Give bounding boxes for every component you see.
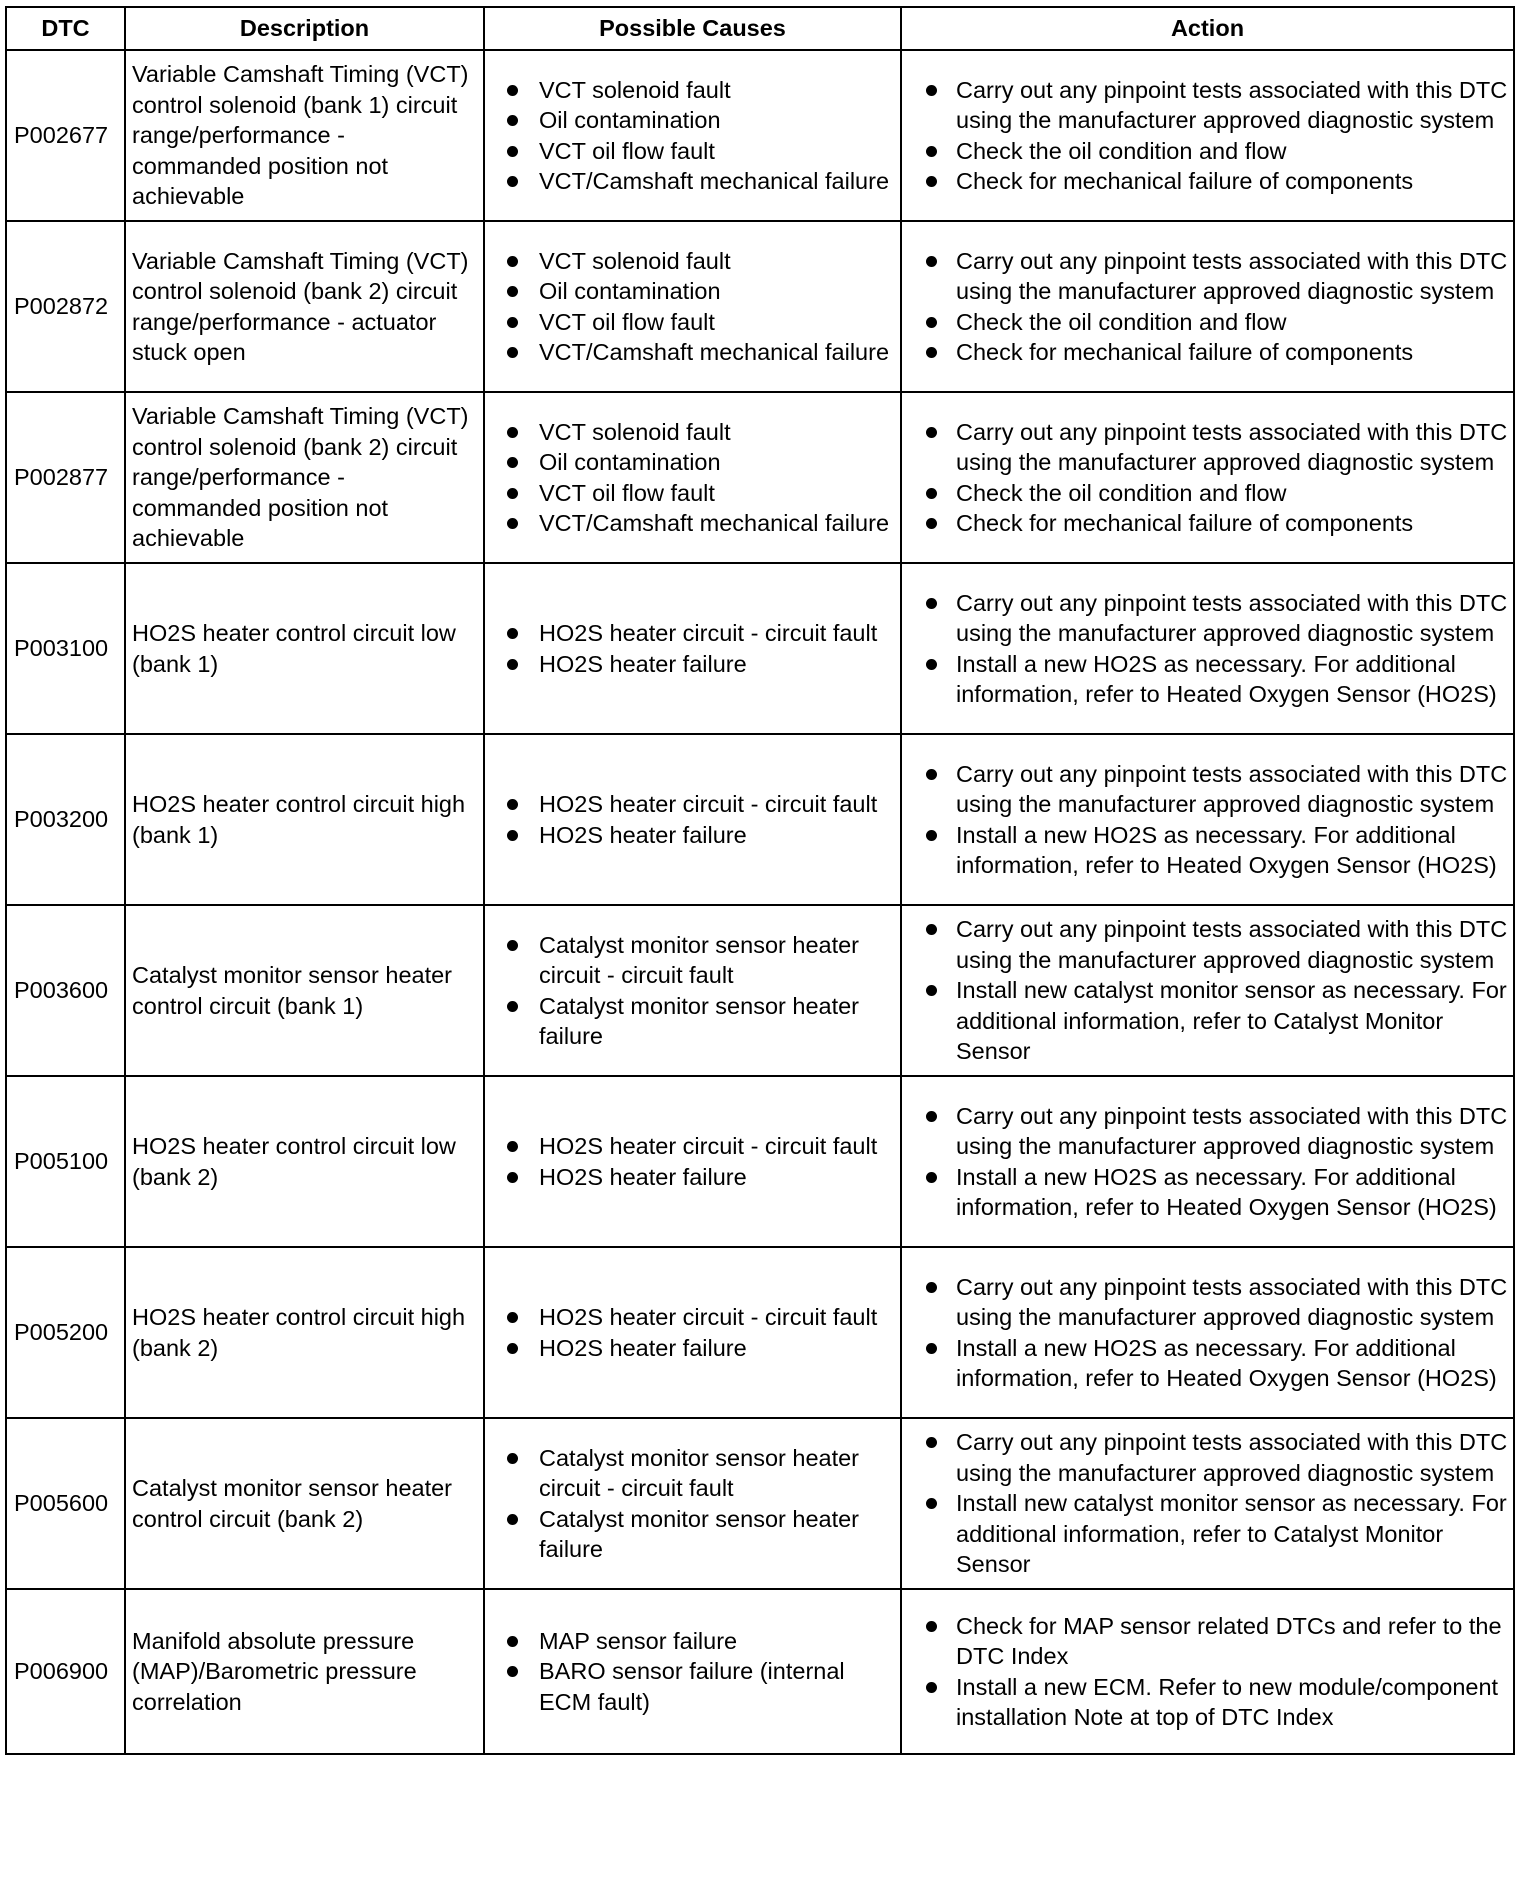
table-body (6, 50, 1514, 1754)
possible-cause-item: HO2S heater circuit - circuit fault (485, 1131, 896, 1162)
action-cell (901, 1076, 1514, 1247)
action-item: Carry out any pinpoint tests associated with this DTC using the manufacturer approved diagnostic system (902, 914, 1509, 975)
possible-cause-item: Oil contamination (485, 276, 896, 307)
table-row (6, 905, 1514, 1076)
action-item: Check for mechanical failure of components (902, 508, 1509, 539)
action-list (902, 246, 1509, 368)
header-dtc: DTC (6, 7, 125, 50)
description-cell: HO2S heater control circuit high (bank 1) (125, 734, 484, 905)
action-item: Carry out any pinpoint tests associated with this DTC using the manufacturer approved diagnostic system (902, 75, 1509, 136)
description-cell: Catalyst monitor sensor heater control circuit (bank 2) (125, 1418, 484, 1589)
action-item: Carry out any pinpoint tests associated with this DTC using the manufacturer approved diagnostic system (902, 1427, 1509, 1488)
dtc-code-cell: P006900 (6, 1589, 125, 1754)
action-item: Install new catalyst monitor sensor as necessary. For additional information, refer to Catalyst Monitor Sensor (902, 975, 1509, 1067)
dtc-code-cell: P002677 (6, 50, 125, 221)
possible-cause-item: MAP sensor failure (485, 1626, 896, 1657)
possible-cause-item: VCT/Camshaft mechanical failure (485, 166, 896, 197)
action-item: Carry out any pinpoint tests associated with this DTC using the manufacturer approved diagnostic system (902, 1272, 1509, 1333)
possible-causes-cell (484, 50, 901, 221)
action-list (902, 588, 1509, 710)
possible-cause-item: Oil contamination (485, 447, 896, 478)
action-item: Install new catalyst monitor sensor as necessary. For additional information, refer to Catalyst Monitor Sensor (902, 1488, 1509, 1580)
header-row (6, 7, 1514, 50)
possible-causes-list (485, 618, 896, 679)
possible-causes-cell (484, 905, 901, 1076)
description-cell: HO2S heater control circuit low (bank 2) (125, 1076, 484, 1247)
possible-cause-item: HO2S heater failure (485, 820, 896, 851)
possible-cause-item: VCT oil flow fault (485, 307, 896, 338)
possible-cause-item: HO2S heater failure (485, 1162, 896, 1193)
action-cell (901, 1589, 1514, 1754)
action-cell (901, 221, 1514, 392)
dtc-code-cell: P002872 (6, 221, 125, 392)
dtc-code-cell: P005600 (6, 1418, 125, 1589)
possible-causes-cell (484, 1589, 901, 1754)
table-row (6, 1589, 1514, 1754)
description-cell: HO2S heater control circuit high (bank 2) (125, 1247, 484, 1418)
action-item: Check the oil condition and flow (902, 136, 1509, 167)
action-item: Carry out any pinpoint tests associated with this DTC using the manufacturer approved diagnostic system (902, 588, 1509, 649)
action-item: Carry out any pinpoint tests associated with this DTC using the manufacturer approved diagnostic system (902, 246, 1509, 307)
possible-causes-cell (484, 1418, 901, 1589)
table-header (6, 7, 1514, 50)
action-cell (901, 392, 1514, 563)
possible-causes-cell (484, 1076, 901, 1247)
description-cell: Variable Camshaft Timing (VCT) control solenoid (bank 2) circuit range/performance - actuator stuck open (125, 221, 484, 392)
table-row (6, 1076, 1514, 1247)
dtc-table (5, 6, 1515, 1755)
action-cell (901, 905, 1514, 1076)
possible-cause-item: VCT oil flow fault (485, 478, 896, 509)
possible-cause-item: VCT/Camshaft mechanical failure (485, 337, 896, 368)
action-list (902, 1272, 1509, 1394)
action-item: Install a new HO2S as necessary. For additional information, refer to Heated Oxygen Sensor (HO2S) (902, 820, 1509, 881)
possible-cause-item: VCT solenoid fault (485, 75, 896, 106)
action-item: Check the oil condition and flow (902, 307, 1509, 338)
action-list (902, 1101, 1509, 1223)
possible-cause-item: VCT solenoid fault (485, 246, 896, 277)
possible-causes-list (485, 1443, 896, 1565)
description-cell: Manifold absolute pressure (MAP)/Barometric pressure correlation (125, 1589, 484, 1754)
possible-cause-item: Catalyst monitor sensor heater circuit - circuit fault (485, 1443, 896, 1504)
action-item: Check for mechanical failure of components (902, 166, 1509, 197)
header-possible-causes: Possible Causes (484, 7, 901, 50)
possible-causes-list (485, 789, 896, 850)
possible-cause-item: Catalyst monitor sensor heater circuit - circuit fault (485, 930, 896, 991)
possible-cause-item: HO2S heater failure (485, 649, 896, 680)
table-row (6, 50, 1514, 221)
description-cell: HO2S heater control circuit low (bank 1) (125, 563, 484, 734)
possible-causes-list (485, 417, 896, 539)
possible-cause-item: Catalyst monitor sensor heater failure (485, 991, 896, 1052)
dtc-code-cell: P003200 (6, 734, 125, 905)
possible-causes-cell (484, 563, 901, 734)
dtc-code-cell: P002877 (6, 392, 125, 563)
possible-cause-item: BARO sensor failure (internal ECM fault) (485, 1656, 896, 1717)
action-cell (901, 1247, 1514, 1418)
action-cell (901, 734, 1514, 905)
action-list (902, 75, 1509, 197)
action-item: Install a new HO2S as necessary. For additional information, refer to Heated Oxygen Sensor (HO2S) (902, 1162, 1509, 1223)
table-row (6, 1418, 1514, 1589)
action-list (902, 914, 1509, 1067)
possible-cause-item: VCT/Camshaft mechanical failure (485, 508, 896, 539)
possible-causes-list (485, 75, 896, 197)
header-description: Description (125, 7, 484, 50)
description-cell: Variable Camshaft Timing (VCT) control solenoid (bank 1) circuit range/performance - commanded position not achievable (125, 50, 484, 221)
dtc-code-cell: P003100 (6, 563, 125, 734)
possible-cause-item: VCT oil flow fault (485, 136, 896, 167)
table-row (6, 221, 1514, 392)
possible-causes-list (485, 1626, 896, 1718)
action-item: Check for MAP sensor related DTCs and refer to the DTC Index (902, 1611, 1509, 1672)
action-list (902, 1427, 1509, 1580)
description-cell: Catalyst monitor sensor heater control circuit (bank 1) (125, 905, 484, 1076)
table-row (6, 392, 1514, 563)
action-item: Check for mechanical failure of components (902, 337, 1509, 368)
action-list (902, 417, 1509, 539)
action-item: Carry out any pinpoint tests associated with this DTC using the manufacturer approved diagnostic system (902, 1101, 1509, 1162)
table-row (6, 734, 1514, 905)
possible-cause-item: VCT solenoid fault (485, 417, 896, 448)
table-row (6, 563, 1514, 734)
possible-causes-cell (484, 221, 901, 392)
action-item: Check the oil condition and flow (902, 478, 1509, 509)
possible-causes-list (485, 930, 896, 1052)
dtc-code-cell: P003600 (6, 905, 125, 1076)
action-item: Install a new ECM. Refer to new module/component installation Note at top of DTC Index (902, 1672, 1509, 1733)
action-item: Install a new HO2S as necessary. For additional information, refer to Heated Oxygen Sensor (HO2S) (902, 649, 1509, 710)
header-action: Action (901, 7, 1514, 50)
possible-causes-cell (484, 1247, 901, 1418)
table-row (6, 1247, 1514, 1418)
possible-cause-item: HO2S heater circuit - circuit fault (485, 1302, 896, 1333)
possible-causes-list (485, 246, 896, 368)
dtc-code-cell: P005200 (6, 1247, 125, 1418)
action-cell (901, 50, 1514, 221)
possible-causes-cell (484, 392, 901, 563)
possible-cause-item: Oil contamination (485, 105, 896, 136)
action-cell (901, 563, 1514, 734)
action-item: Carry out any pinpoint tests associated with this DTC using the manufacturer approved diagnostic system (902, 759, 1509, 820)
action-list (902, 1611, 1509, 1733)
possible-causes-list (485, 1131, 896, 1192)
action-list (902, 759, 1509, 881)
possible-cause-item: HO2S heater circuit - circuit fault (485, 618, 896, 649)
possible-cause-item: HO2S heater circuit - circuit fault (485, 789, 896, 820)
possible-causes-list (485, 1302, 896, 1363)
possible-causes-cell (484, 734, 901, 905)
action-item: Carry out any pinpoint tests associated with this DTC using the manufacturer approved diagnostic system (902, 417, 1509, 478)
action-cell (901, 1418, 1514, 1589)
description-cell: Variable Camshaft Timing (VCT) control solenoid (bank 2) circuit range/performance - commanded position not achievable (125, 392, 484, 563)
dtc-code-cell: P005100 (6, 1076, 125, 1247)
possible-cause-item: HO2S heater failure (485, 1333, 896, 1364)
action-item: Install a new HO2S as necessary. For additional information, refer to Heated Oxygen Sensor (HO2S) (902, 1333, 1509, 1394)
possible-cause-item: Catalyst monitor sensor heater failure (485, 1504, 896, 1565)
